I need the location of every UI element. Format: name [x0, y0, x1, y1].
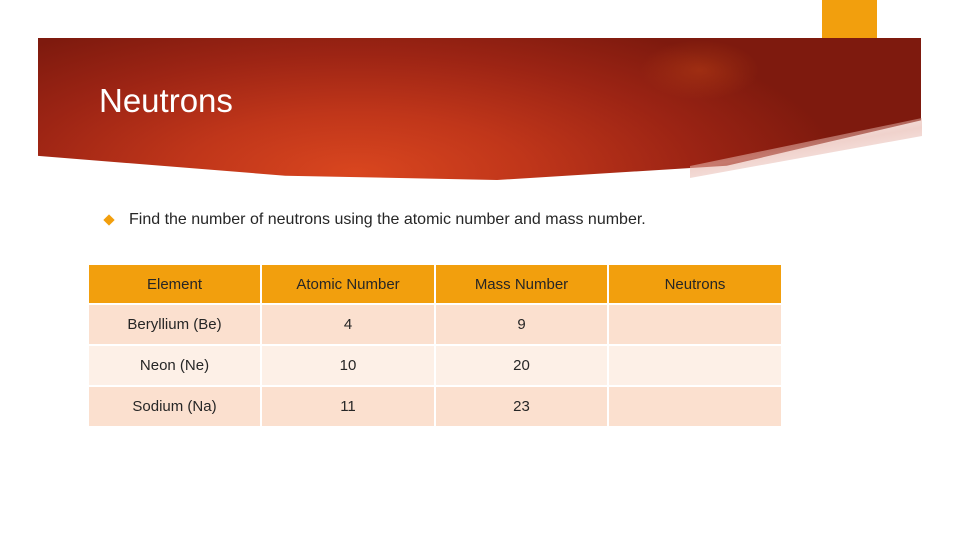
cell-element: Beryllium (Be): [88, 304, 261, 345]
header-element: Element: [88, 264, 261, 304]
slide-title: Neutrons: [99, 82, 233, 119]
cell-neutrons[interactable]: [608, 345, 782, 386]
cell-element: Neon (Ne): [88, 345, 261, 386]
table-header-row: [88, 264, 782, 304]
table-row: [88, 386, 782, 427]
cell-neutrons[interactable]: [608, 386, 782, 427]
neutrons-table: [87, 263, 783, 428]
cell-neutrons[interactable]: [608, 304, 782, 345]
table-row: [88, 345, 782, 386]
diamond-bullet-icon: [103, 214, 114, 225]
cell-mass-number: 9: [435, 304, 608, 345]
banner-glow: [640, 40, 760, 100]
bullet-text: Find the number of neutrons using the atomic number and mass number.: [129, 211, 646, 228]
header-neutrons: Neutrons: [608, 264, 782, 304]
bullet-item: [103, 208, 646, 232]
header-atomic-number: Atomic Number: [261, 264, 435, 304]
cell-mass-number: 23: [435, 386, 608, 427]
cell-atomic-number: 11: [261, 386, 435, 427]
cell-atomic-number: 10: [261, 345, 435, 386]
table-row: [88, 304, 782, 345]
header-mass-number: Mass Number: [435, 264, 608, 304]
cell-mass-number: 20: [435, 345, 608, 386]
cell-atomic-number: 4: [261, 304, 435, 345]
cell-element: Sodium (Na): [88, 386, 261, 427]
